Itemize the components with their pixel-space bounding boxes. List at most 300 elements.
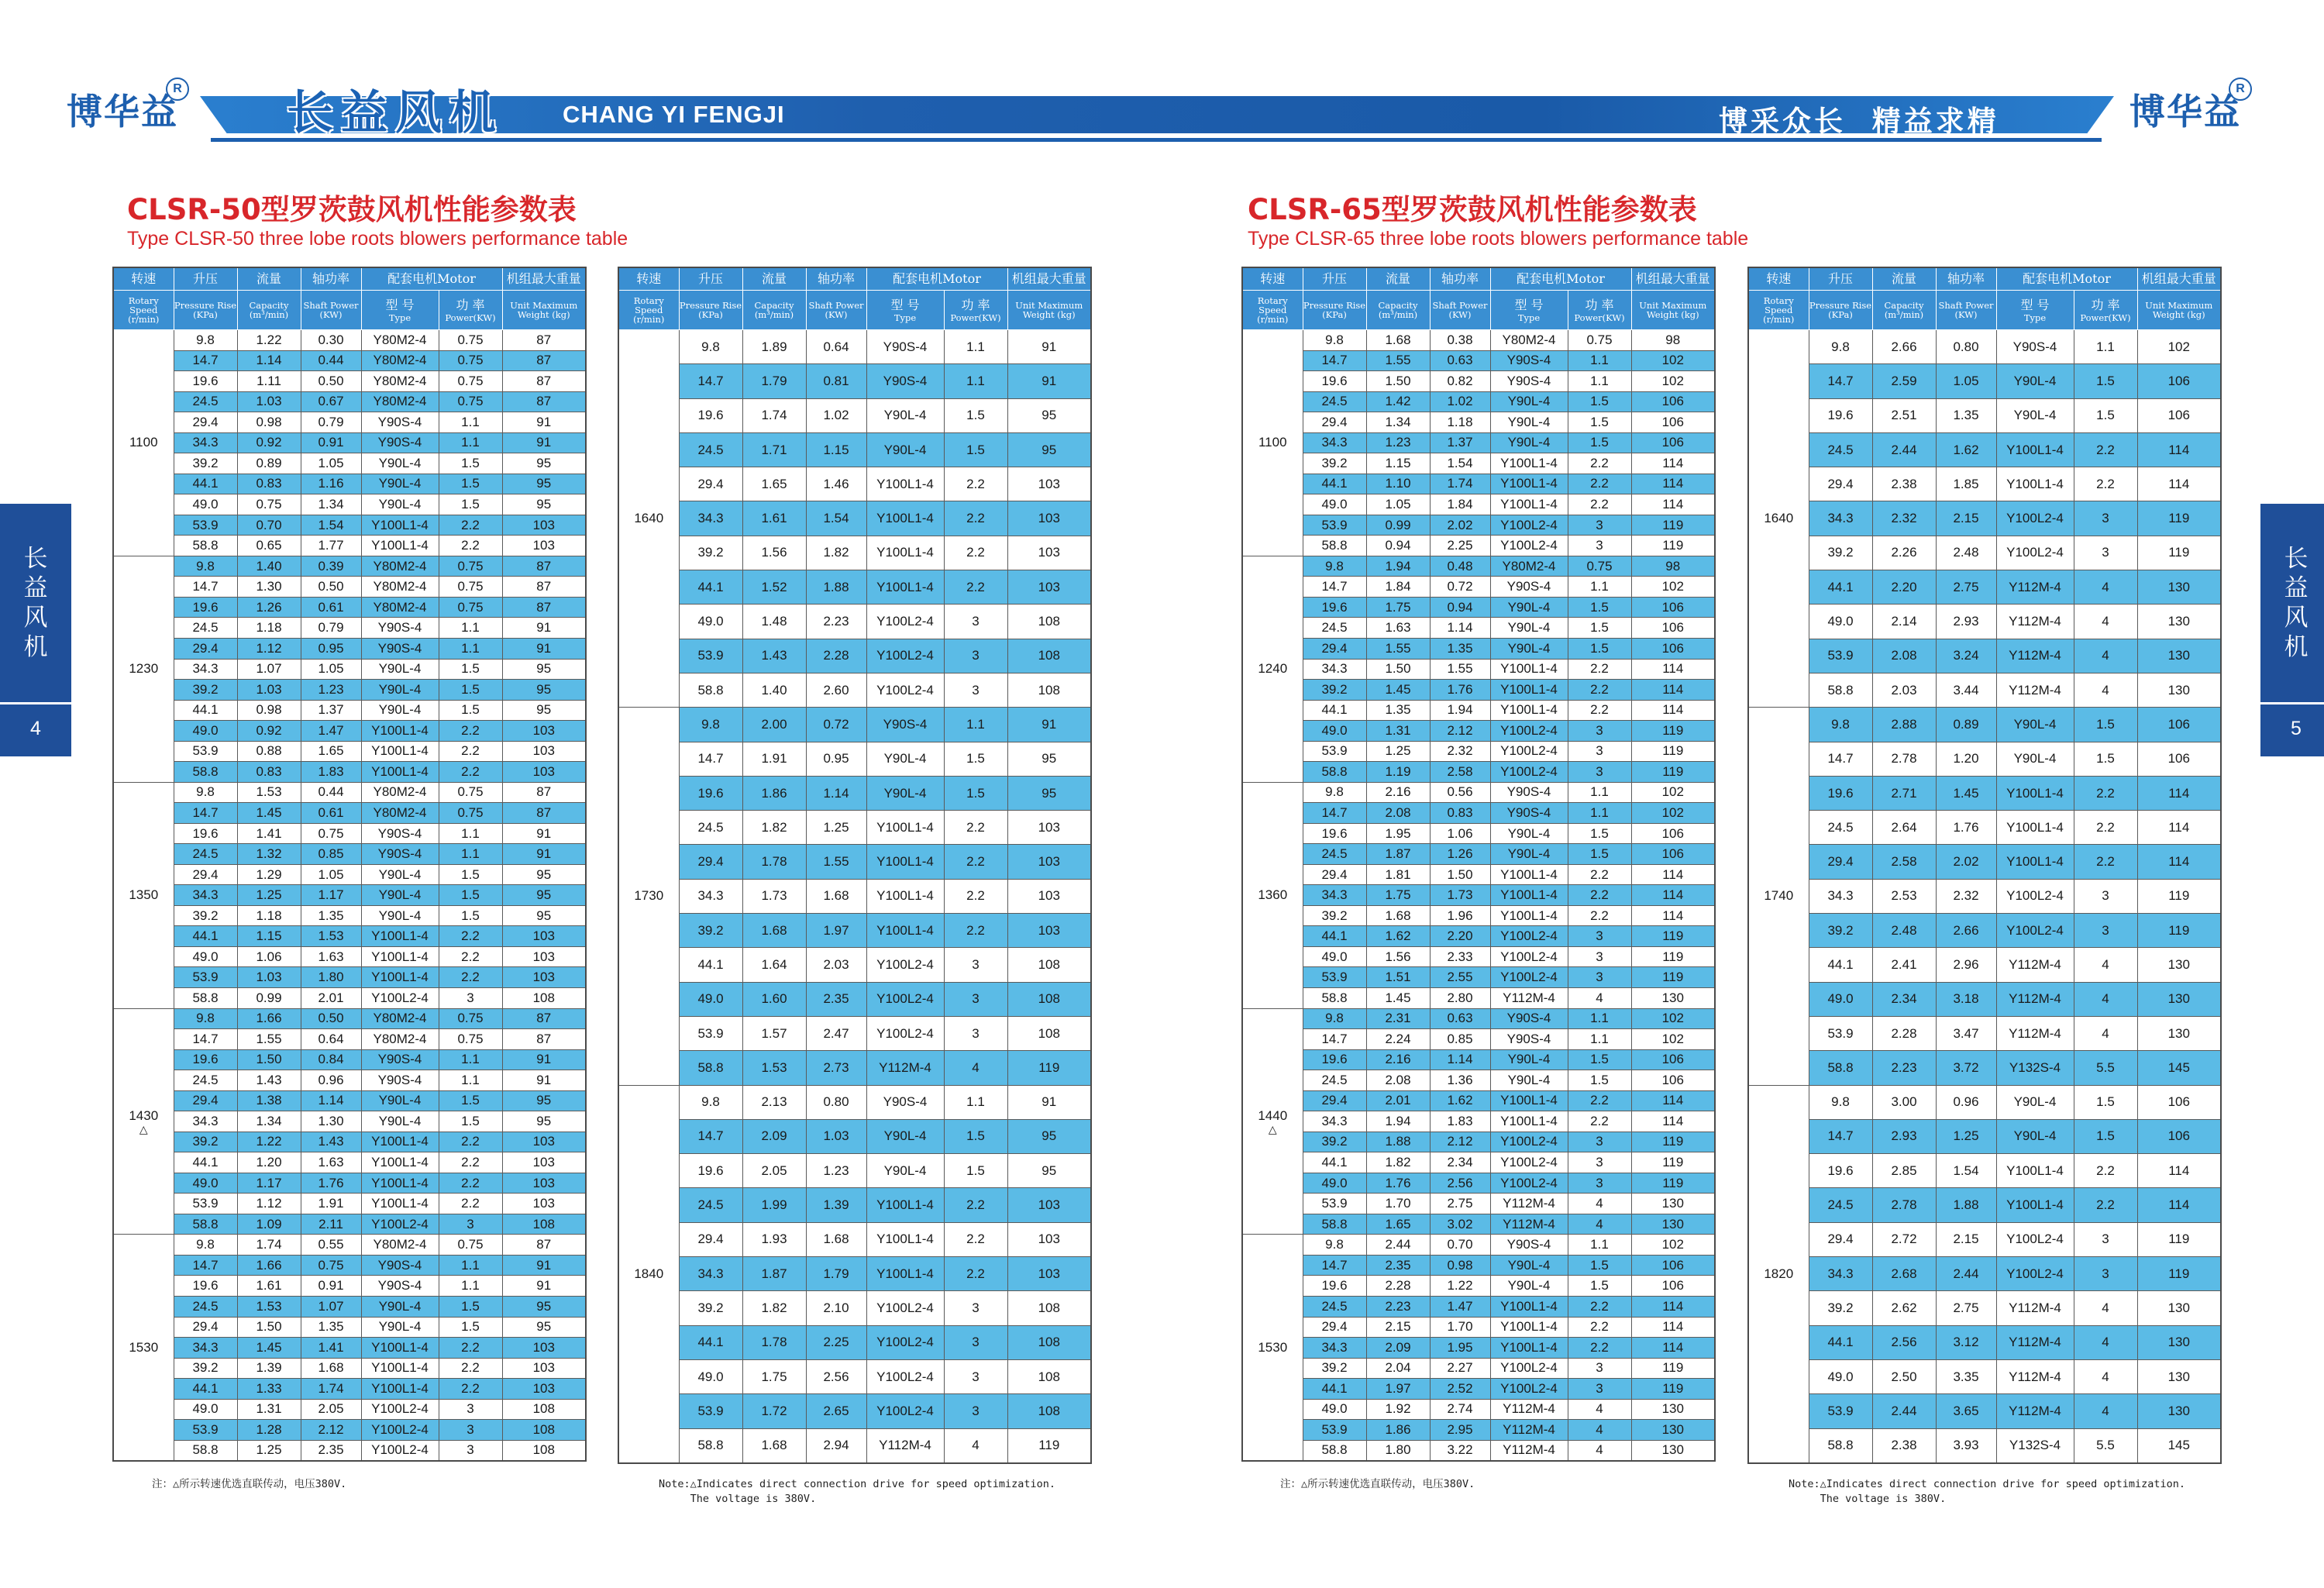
weight-cell: 103: [502, 1132, 586, 1152]
weight-cell: 95: [502, 885, 586, 906]
motor-type-cell: Y90L-4: [866, 776, 944, 810]
shaft-power-cell: 1.16: [301, 474, 361, 494]
motor-type-cell: Y100L1-4: [1490, 680, 1568, 701]
motor-power-cell: 2.2: [439, 515, 502, 536]
weight-cell: 106: [2137, 742, 2221, 776]
motor-power-cell: 3: [944, 1016, 1007, 1050]
motor-type-cell: Y90L-4: [361, 700, 439, 721]
motor-power-cell: 1.1: [1568, 782, 1631, 803]
capacity-cell: 1.66: [237, 1255, 301, 1276]
motor-power-cell: 2.2: [439, 721, 502, 742]
motor-type-cell: Y112M-4: [1490, 1420, 1568, 1441]
speed-cell: [1242, 1235, 1303, 1461]
table-row: [113, 577, 586, 598]
pressure-cell: 53.9: [1809, 1394, 1872, 1428]
capacity-cell: 1.45: [237, 1338, 301, 1359]
speed-value: 1730: [634, 888, 664, 904]
capacity-cell: 1.66: [237, 1008, 301, 1029]
pressure-cell: 9.8: [679, 708, 742, 742]
table-row: [113, 700, 586, 721]
col-capacity: [1872, 267, 1936, 291]
table-row: [1748, 501, 2221, 536]
weight-cell: 95: [502, 905, 586, 926]
shaft-power-cell: 0.61: [301, 597, 361, 618]
motor-power-cell: 0.75: [1568, 556, 1631, 577]
motor-power-cell: 1.5: [2074, 364, 2137, 398]
motor-type-cell: Y90S-4: [866, 708, 944, 742]
table-row: [618, 1325, 1091, 1359]
capacity-cell: 1.65: [742, 467, 806, 501]
pressure-cell: 53.9: [1303, 1194, 1366, 1214]
capacity-cell: 1.55: [237, 1029, 301, 1050]
weight-cell: 130: [2137, 605, 2221, 639]
capacity-cell: 0.65: [237, 536, 301, 556]
weight-cell: 95: [1007, 398, 1091, 432]
motor-type-cell: Y100L2-4: [1490, 515, 1568, 536]
table-row: [1748, 1051, 2221, 1085]
capacity-cell: 1.72: [742, 1394, 806, 1428]
header-subrow: [618, 291, 1091, 330]
capacity-cell: 2.72: [1872, 1222, 1936, 1256]
motor-type-cell: Y90S-4: [1490, 1008, 1568, 1029]
motor-power-cell: 2.2: [2074, 811, 2137, 845]
motor-type-cell: Y112M-4: [1996, 673, 2074, 707]
pressure-cell: 39.2: [174, 1132, 237, 1152]
table-row: [1242, 1296, 1715, 1317]
motor-type-cell: Y100L2-4: [361, 1214, 439, 1235]
weight-cell: 106: [1631, 823, 1715, 844]
capacity-cell: 1.34: [1366, 412, 1430, 433]
capacity-cell: 1.71: [742, 432, 806, 467]
shaft-power-cell: 1.37: [1430, 432, 1490, 453]
company-logo-left: 博华益: [67, 91, 178, 133]
weight-cell: 106: [2137, 364, 2221, 398]
weight-cell: 103: [1007, 570, 1091, 605]
shaft-power-cell: 1.43: [301, 1132, 361, 1152]
motor-type-cell: Y100L2-4: [1996, 879, 2074, 913]
capacity-cell: 1.22: [237, 330, 301, 351]
col-speed-sub: [1748, 291, 1809, 330]
table-row: [1242, 1399, 1715, 1420]
shaft-power-cell: 3.47: [1936, 1016, 1996, 1050]
table-row: [618, 1428, 1091, 1463]
motor-type-cell: Y90S-4: [1490, 577, 1568, 598]
speed-value: 1360: [1258, 887, 1288, 903]
col-weight-sub: [1007, 291, 1091, 330]
weight-cell: 103: [502, 762, 586, 783]
table-row: [1748, 1291, 2221, 1325]
motor-power-cell: 3: [944, 982, 1007, 1016]
capacity-cell: 1.82: [1366, 1152, 1430, 1173]
pressure-cell: 19.6: [679, 1154, 742, 1188]
pressure-cell: 49.0: [1303, 1399, 1366, 1420]
col-weight-cn: 机组最大重量: [506, 270, 581, 286]
col-capacity-sub: [1872, 291, 1936, 330]
motor-type-cell: Y100L2-4: [1996, 536, 2074, 570]
weight-cell: 108: [1007, 1359, 1091, 1393]
motor-power-cell: 0.75: [439, 782, 502, 803]
col-motor-power: [2074, 291, 2137, 330]
capacity-cell: 1.17: [237, 1173, 301, 1194]
table-row: [1748, 467, 2221, 501]
capacity-cell: 2.28: [1872, 1016, 1936, 1050]
weight-cell: 130: [2137, 570, 2221, 605]
shaft-power-cell: 0.63: [1430, 1008, 1490, 1029]
shaft-power-cell: 3.22: [1430, 1440, 1490, 1461]
motor-power-cell: 2.2: [1568, 1111, 1631, 1132]
capacity-cell: 2.38: [1872, 1428, 1936, 1463]
capacity-cell: 1.53: [237, 1296, 301, 1317]
shaft-power-cell: 1.30: [301, 1111, 361, 1132]
table-row: [618, 1188, 1091, 1222]
capacity-cell: 1.45: [237, 803, 301, 824]
capacity-cell: 3.00: [1872, 1085, 1936, 1119]
motor-type-cell: Y90L-4: [361, 905, 439, 926]
table-row: [1748, 1428, 2221, 1463]
table-row: [618, 536, 1091, 570]
motor-power-cell: 1.1: [1568, 1029, 1631, 1050]
capacity-cell: 1.09: [237, 1214, 301, 1235]
shaft-power-cell: 2.55: [1430, 967, 1490, 988]
weight-cell: 114: [2137, 845, 2221, 879]
pressure-cell: 49.0: [174, 1173, 237, 1194]
motor-type-cell: Y80M2-4: [361, 782, 439, 803]
table-row: [1242, 638, 1715, 659]
motor-power-cell: 2.2: [439, 762, 502, 783]
shaft-power-cell: 2.32: [1430, 741, 1490, 762]
capacity-cell: 2.68: [1872, 1257, 1936, 1291]
table-row: [618, 501, 1091, 536]
motor-type-cell: Y90L-4: [1490, 597, 1568, 618]
pressure-cell: 24.5: [1809, 1188, 1872, 1222]
table-clsr65-part1: [1241, 267, 1716, 1462]
motor-type-cell: Y100L2-4: [866, 1291, 944, 1325]
table-row: [1748, 1119, 2221, 1153]
col-shaft-power-cn: 轴功率: [312, 270, 349, 286]
motor-power-cell: 3: [1568, 1152, 1631, 1173]
weight-cell: 103: [502, 1358, 586, 1379]
weight-cell: 106: [1631, 1255, 1715, 1276]
motor-type-cell: Y112M-4: [1996, 1325, 2074, 1359]
table-row: [1242, 1420, 1715, 1441]
table-row: [113, 1173, 586, 1194]
col-motor-type-cn: 型 号: [1514, 297, 1544, 312]
speed-cell: [1242, 556, 1303, 782]
weight-cell: 119: [2137, 879, 2221, 913]
shaft-power-cell: 1.97: [806, 914, 866, 948]
table-row: [1748, 948, 2221, 982]
motor-power-cell: 2.2: [439, 1194, 502, 1214]
motor-type-cell: Y90L-4: [361, 659, 439, 680]
table-row: [1242, 618, 1715, 639]
pressure-cell: 19.6: [1303, 823, 1366, 844]
motor-type-cell: Y100L2-4: [1490, 536, 1568, 556]
table-row: [113, 1008, 586, 1029]
motor-power-cell: 2.2: [439, 741, 502, 762]
capacity-cell: 1.25: [1366, 741, 1430, 762]
motor-type-cell: Y100L1-4: [361, 967, 439, 988]
pressure-cell: 24.5: [1303, 618, 1366, 639]
weight-cell: 119: [2137, 536, 2221, 570]
pressure-cell: 44.1: [174, 1379, 237, 1400]
motor-type-cell: Y90L-4: [1996, 708, 2074, 742]
motor-type-cell: Y100L1-4: [361, 536, 439, 556]
motor-power-cell: 2.2: [439, 1338, 502, 1359]
col-weight-cn: 机组最大重量: [1011, 270, 1086, 286]
col-weight: [502, 267, 586, 291]
pressure-cell: 49.0: [1303, 1173, 1366, 1194]
motor-type-cell: Y90S-4: [866, 1085, 944, 1119]
motor-type-cell: Y100L1-4: [866, 1188, 944, 1222]
shaft-power-cell: 0.89: [1936, 708, 1996, 742]
shaft-power-cell: 1.96: [1430, 905, 1490, 926]
weight-cell: 145: [2137, 1428, 2221, 1463]
motor-type-cell: Y112M-4: [1490, 1399, 1568, 1420]
motor-type-cell: Y100L2-4: [866, 1359, 944, 1393]
pressure-cell: 34.3: [679, 501, 742, 536]
col-capacity-sub: [742, 291, 806, 330]
capacity-cell: 1.11: [237, 371, 301, 392]
motor-type-cell: Y90L-4: [1996, 364, 2074, 398]
col-shaft-sub-text: Shaft Power (KW): [1432, 299, 1488, 320]
table-row: [113, 618, 586, 639]
weight-cell: 106: [1631, 1049, 1715, 1070]
weight-cell: 119: [1631, 741, 1715, 762]
motor-type-cell: Y100L2-4: [1490, 1173, 1568, 1194]
weight-cell: 95: [1007, 432, 1091, 467]
shaft-power-cell: 1.83: [1430, 1111, 1490, 1132]
pressure-cell: 44.1: [1809, 1325, 1872, 1359]
shaft-power-cell: 0.44: [301, 350, 361, 371]
pressure-cell: 14.7: [679, 742, 742, 776]
weight-cell: 102: [1631, 577, 1715, 598]
motor-power-cell: 1.1: [944, 1085, 1007, 1119]
table-clsr50-part2: [618, 267, 1092, 1464]
shaft-power-cell: 2.66: [1936, 914, 1996, 948]
motor-power-cell: 1.5: [439, 494, 502, 515]
motor-power-cell: 4: [1568, 1420, 1631, 1441]
pressure-cell: 24.5: [174, 844, 237, 865]
motor-power-cell: 1.5: [1568, 618, 1631, 639]
col-shaft-sub: [806, 291, 866, 330]
motor-power-cell: 0.75: [439, 391, 502, 412]
shaft-power-cell: 1.95: [1430, 1338, 1490, 1359]
capacity-cell: 0.70: [237, 515, 301, 536]
shaft-power-cell: 0.84: [301, 1049, 361, 1070]
motor-power-cell: 3: [1568, 515, 1631, 536]
tab-char: 机: [23, 633, 48, 661]
weight-cell: 106: [1631, 844, 1715, 865]
table-row: [1748, 639, 2221, 673]
table-row: [113, 1029, 586, 1050]
speed-value: 1230: [129, 661, 159, 677]
shaft-power-cell: 2.15: [1936, 501, 1996, 536]
capacity-cell: 1.53: [742, 1051, 806, 1085]
weight-cell: 119: [1631, 946, 1715, 967]
shaft-power-cell: 0.79: [301, 412, 361, 433]
table-row: [1242, 515, 1715, 536]
weight-cell: 91: [502, 432, 586, 453]
col-motor-cn: 配套电机Motor: [893, 270, 981, 286]
table-row: [1242, 680, 1715, 701]
capacity-cell: 1.48: [742, 605, 806, 639]
weight-cell: 103: [502, 967, 586, 988]
col-weight-sub-text: Unit Maximum Weight (kg): [2145, 299, 2213, 320]
table-row: [618, 1257, 1091, 1291]
table-row: [113, 721, 586, 742]
shaft-power-cell: 0.85: [301, 844, 361, 865]
weight-cell: 106: [1631, 1276, 1715, 1297]
pressure-cell: 24.5: [1303, 1070, 1366, 1091]
pressure-cell: 39.2: [174, 905, 237, 926]
table-row: [1748, 1359, 2221, 1393]
pressure-cell: 44.1: [1809, 948, 1872, 982]
table-row: [113, 1379, 586, 1400]
pressure-cell: 58.8: [679, 673, 742, 707]
table-row: [113, 1399, 586, 1420]
motor-power-cell: 1.1: [439, 1276, 502, 1297]
motor-type-cell: Y100L1-4: [1490, 453, 1568, 474]
pressure-cell: 58.8: [174, 762, 237, 783]
motor-power-cell: 3: [2074, 536, 2137, 570]
shaft-power-cell: 1.06: [1430, 823, 1490, 844]
shaft-power-cell: 0.85: [1430, 1029, 1490, 1050]
motor-type-cell: Y100L1-4: [866, 501, 944, 536]
weight-cell: 95: [1007, 742, 1091, 776]
capacity-cell: 1.45: [1366, 680, 1430, 701]
shaft-power-cell: 0.75: [301, 823, 361, 844]
pressure-cell: 14.7: [174, 1029, 237, 1050]
weight-cell: 119: [1631, 515, 1715, 536]
motor-power-cell: 1.5: [1568, 391, 1631, 412]
motor-power-cell: 1.5: [439, 474, 502, 494]
motor-type-cell: Y80M2-4: [1490, 330, 1568, 351]
weight-cell: 91: [502, 823, 586, 844]
weight-cell: 119: [1631, 1132, 1715, 1152]
col-speed-cn: 转速: [636, 270, 662, 286]
table-row: [618, 811, 1091, 845]
shaft-power-cell: 3.12: [1936, 1325, 1996, 1359]
capacity-cell: 2.58: [1872, 845, 1936, 879]
motor-type-cell: Y100L1-4: [1996, 845, 2074, 879]
weight-cell: 119: [1007, 1428, 1091, 1463]
table-row: [113, 680, 586, 701]
motor-power-cell: 2.2: [1568, 1338, 1631, 1359]
pressure-cell: 39.2: [174, 453, 237, 474]
capacity-cell: 0.94: [1366, 536, 1430, 556]
col-capacity: [742, 267, 806, 291]
page-number-right: 5: [2291, 718, 2302, 739]
shaft-power-cell: 2.23: [806, 605, 866, 639]
motor-power-cell: 2.2: [1568, 474, 1631, 494]
col-motor-power-cn: 功 率: [456, 297, 485, 312]
pressure-cell: 9.8: [1809, 1085, 1872, 1119]
col-speed: [618, 267, 679, 291]
capacity-cell: 1.60: [742, 982, 806, 1016]
weight-cell: 119: [1631, 536, 1715, 556]
pressure-cell: 24.5: [679, 432, 742, 467]
motor-type-cell: Y90S-4: [361, 1255, 439, 1276]
direct-drive-mark: △: [139, 1122, 148, 1135]
col-capacity-sub-text: Capacity (m³/min): [1378, 299, 1418, 320]
speed-cell: [1748, 330, 1809, 708]
motor-power-cell: 3: [1568, 1379, 1631, 1400]
weight-cell: 103: [1007, 536, 1091, 570]
weight-cell: 119: [2137, 914, 2221, 948]
shaft-power-cell: 1.03: [806, 1119, 866, 1153]
table-row: [113, 453, 586, 474]
weight-cell: 95: [502, 1111, 586, 1132]
speed-value: 1820: [1764, 1266, 1794, 1281]
capacity-cell: 2.88: [1872, 708, 1936, 742]
capacity-cell: 2.23: [1366, 1296, 1430, 1317]
motor-power-cell: 1.5: [944, 742, 1007, 776]
motor-power-cell: 1.1: [439, 1255, 502, 1276]
capacity-cell: 0.98: [237, 412, 301, 433]
col-motor-power: [1568, 291, 1631, 330]
header-subrow: [113, 291, 586, 330]
pressure-cell: 9.8: [174, 1235, 237, 1256]
shaft-power-cell: 0.91: [301, 432, 361, 453]
pressure-cell: 14.7: [174, 577, 237, 598]
weight-cell: 103: [502, 1194, 586, 1214]
table-row: [618, 398, 1091, 432]
capacity-cell: 1.33: [237, 1379, 301, 1400]
weight-cell: 114: [1631, 1296, 1715, 1317]
table-row: [113, 494, 586, 515]
col-capacity-sub: [1366, 291, 1430, 330]
weight-cell: 87: [502, 556, 586, 577]
pressure-cell: 49.0: [174, 721, 237, 742]
motor-type-cell: Y100L2-4: [866, 948, 944, 982]
motor-type-cell: Y90L-4: [866, 1119, 944, 1153]
table-row: [618, 1051, 1091, 1085]
weight-cell: 106: [1631, 412, 1715, 433]
pressure-cell: 9.8: [1303, 1008, 1366, 1029]
shaft-power-cell: 2.48: [1936, 536, 1996, 570]
table-row: [1242, 905, 1715, 926]
shaft-power-cell: 1.62: [1936, 432, 1996, 467]
capacity-cell: 1.12: [237, 638, 301, 659]
motor-power-cell: 2.2: [1568, 700, 1631, 721]
col-capacity-cn: 流量: [761, 270, 787, 286]
table-row: [1242, 577, 1715, 598]
capacity-cell: 2.62: [1872, 1291, 1936, 1325]
capacity-cell: 2.01: [1366, 1090, 1430, 1111]
table-row: [113, 967, 586, 988]
col-motor-type-en: Type: [893, 312, 917, 324]
motor-type-cell: Y90S-4: [1490, 1235, 1568, 1256]
pressure-cell: 39.2: [1809, 914, 1872, 948]
motor-power-cell: 4: [944, 1428, 1007, 1463]
motor-power-cell: 3: [2074, 1257, 2137, 1291]
motor-power-cell: 1.5: [1568, 432, 1631, 453]
shaft-power-cell: 1.76: [1430, 680, 1490, 701]
table-row: [1242, 1338, 1715, 1359]
motor-power-cell: 1.5: [439, 885, 502, 906]
table-row: [113, 1440, 586, 1461]
capacity-cell: 2.16: [1366, 1049, 1430, 1070]
table-row: [113, 597, 586, 618]
col-shaft-power-cn: 轴功率: [817, 270, 855, 286]
shaft-power-cell: 1.74: [1430, 474, 1490, 494]
capacity-cell: 1.31: [1366, 721, 1430, 742]
capacity-cell: 1.42: [1366, 391, 1430, 412]
motor-type-cell: Y112M-4: [1996, 1016, 2074, 1050]
header-row: [1242, 267, 1715, 291]
shaft-power-cell: 0.50: [301, 577, 361, 598]
table-row: [1748, 432, 2221, 467]
